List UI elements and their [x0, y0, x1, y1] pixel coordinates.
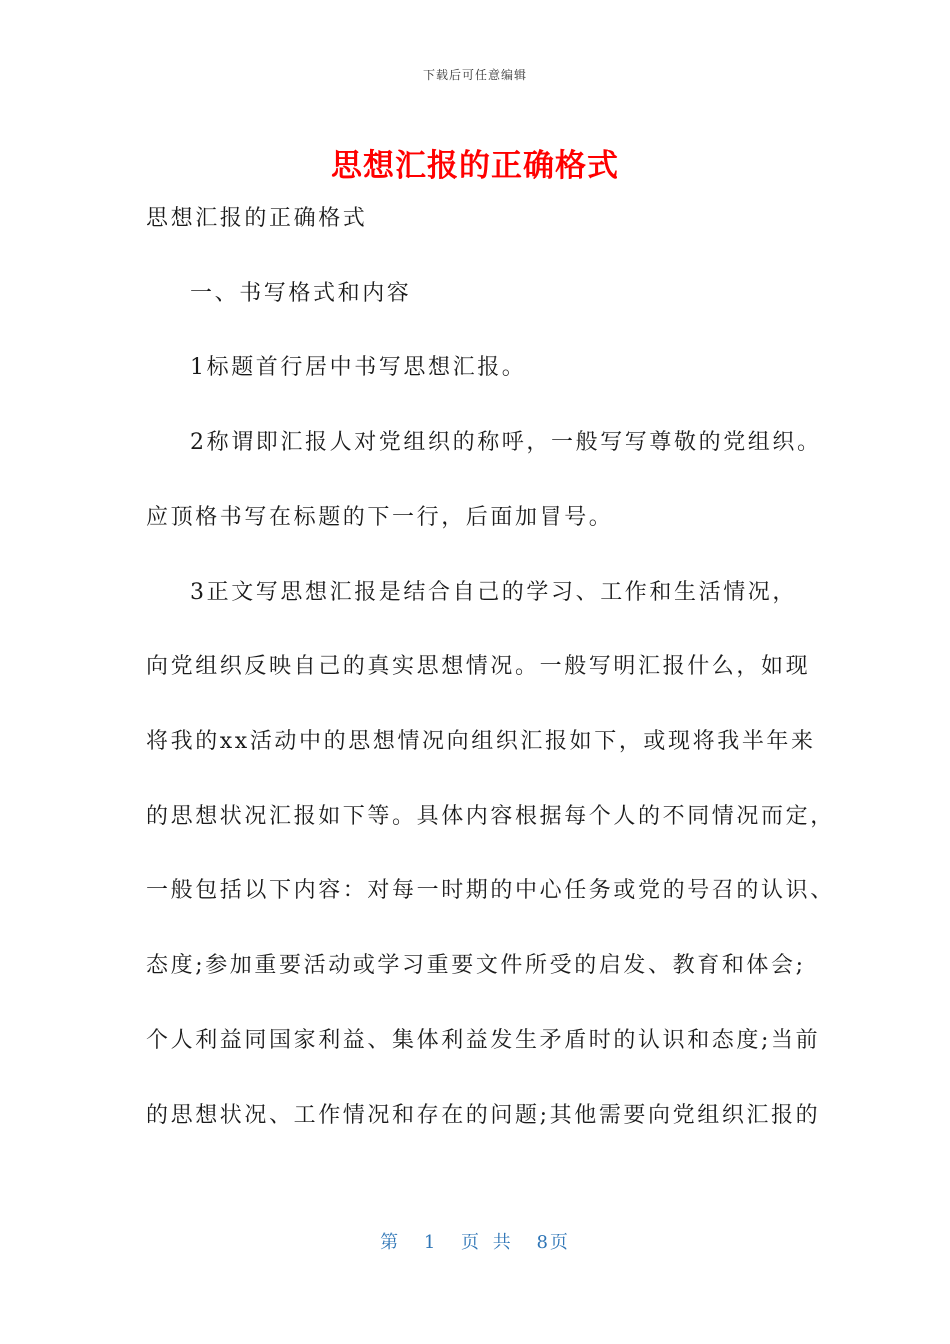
- body-line-item-3-cont-6: 个人利益同国家利益、集体利益发生矛盾时的认识和态度;当前: [146, 1028, 821, 1053]
- body-line-item-3-cont-1: 向党组织反映自己的真实思想情况。一般写明汇报什么，如现: [146, 654, 811, 679]
- body-line-item-3-cont-5: 态度;参加重要活动或学习重要文件所受的启发、教育和体会;: [146, 953, 806, 978]
- body-line-item-3-cont-2: 将我的xx活动中的思想情况向组织汇报如下，或现将我半年来: [146, 729, 816, 754]
- page-footer-total: 8页: [536, 1232, 570, 1253]
- document-title: 思想汇报的正确格式: [331, 148, 619, 184]
- body-line-item-3: 3正文写思想汇报是结合自己的学习、工作和生活情况，: [190, 580, 797, 605]
- body-line-section-heading: 一、书写格式和内容: [190, 281, 412, 306]
- page-footer: [0, 1228, 950, 1254]
- body-line-subtitle: 思想汇报的正确格式: [146, 206, 368, 231]
- page-footer-number: 1: [423, 1232, 438, 1253]
- page-footer-prefix: 第: [380, 1232, 401, 1253]
- body-line-item-3-cont-4: 一般包括以下内容：对每一时期的中心任务或党的号召的认识、: [146, 878, 835, 903]
- body-line-item-2: 2称谓即汇报人对党组织的称呼，一般写写尊敬的党组织。: [190, 430, 822, 455]
- body-line-item-3-cont-3: 的思想状况汇报如下等。具体内容根据每个人的不同情况而定，: [146, 804, 835, 829]
- page-footer-middle: 页 共: [461, 1232, 513, 1253]
- body-line-item-2-cont: 应顶格书写在标题的下一行，后面加冒号。: [146, 505, 614, 530]
- header-note: 下载后可任意编辑: [422, 68, 527, 82]
- body-line-item-1: 1标题首行居中书写思想汇报。: [190, 355, 527, 380]
- body-line-item-3-cont-7: 的思想状况、工作情况和存在的问题;其他需要向党组织汇报的: [146, 1103, 821, 1128]
